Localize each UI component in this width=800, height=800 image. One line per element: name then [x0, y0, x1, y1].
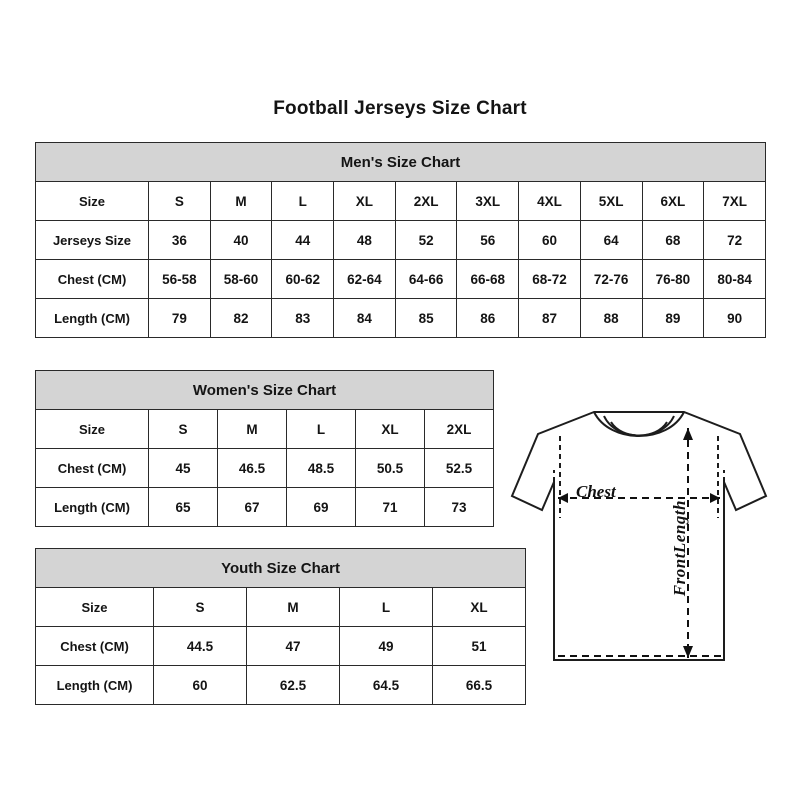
table-row	[36, 488, 494, 527]
cell: 66.5	[433, 666, 526, 705]
row-label: Jerseys Size	[36, 221, 149, 260]
cell: 3XL	[457, 182, 519, 221]
row-label: Size	[36, 588, 154, 627]
table-row	[36, 588, 526, 627]
cell: 68	[642, 221, 704, 260]
cell: 85	[395, 299, 457, 338]
cell: 50.5	[356, 449, 425, 488]
cell: M	[247, 588, 340, 627]
cell: 88	[580, 299, 642, 338]
cell: 46.5	[218, 449, 287, 488]
cell: 72-76	[580, 260, 642, 299]
table-row	[36, 449, 494, 488]
chest-measurement-label: Chest	[576, 482, 616, 501]
cell: 80-84	[704, 260, 766, 299]
table-row	[36, 627, 526, 666]
cell: 51	[433, 627, 526, 666]
womens-section-heading: Women's Size Chart	[36, 371, 494, 410]
cell: 60	[154, 666, 247, 705]
cell: 48.5	[287, 449, 356, 488]
cell: 4XL	[519, 182, 581, 221]
cell: 64	[580, 221, 642, 260]
cell: 79	[149, 299, 211, 338]
row-label: Chest (CM)	[36, 449, 149, 488]
cell: 56	[457, 221, 519, 260]
cell: M	[210, 182, 272, 221]
cell: 45	[149, 449, 218, 488]
row-label: Length (CM)	[36, 666, 154, 705]
row-label: Chest (CM)	[36, 627, 154, 666]
cell: 60	[519, 221, 581, 260]
cell: 68-72	[519, 260, 581, 299]
row-label: Size	[36, 410, 149, 449]
cell: 83	[272, 299, 334, 338]
cell: 49	[340, 627, 433, 666]
cell: 65	[149, 488, 218, 527]
cell: 67	[218, 488, 287, 527]
cell: 66-68	[457, 260, 519, 299]
table-row	[36, 299, 766, 338]
row-label: Chest (CM)	[36, 260, 149, 299]
cell: 84	[334, 299, 396, 338]
mens-size-table	[35, 142, 766, 338]
cell: XL	[334, 182, 396, 221]
youth-section-heading: Youth Size Chart	[36, 549, 526, 588]
youth-size-chart	[35, 548, 525, 705]
cell: 7XL	[704, 182, 766, 221]
cell: 62.5	[247, 666, 340, 705]
cell: 40	[210, 221, 272, 260]
cell: 47	[247, 627, 340, 666]
cell: 5XL	[580, 182, 642, 221]
cell: 52.5	[425, 449, 494, 488]
cell: L	[287, 410, 356, 449]
womens-size-table	[35, 370, 494, 527]
cell: 76-80	[642, 260, 704, 299]
cell: 90	[704, 299, 766, 338]
youth-size-table	[35, 548, 526, 705]
cell: 62-64	[334, 260, 396, 299]
cell: 87	[519, 299, 581, 338]
cell: L	[272, 182, 334, 221]
row-label: Size	[36, 182, 149, 221]
page-title: Football Jerseys Size Chart	[273, 98, 527, 119]
cell: XL	[356, 410, 425, 449]
cell: 64.5	[340, 666, 433, 705]
cell: 86	[457, 299, 519, 338]
table-row	[36, 221, 766, 260]
cell: 64-66	[395, 260, 457, 299]
cell: 52	[395, 221, 457, 260]
table-row	[36, 410, 494, 449]
row-label: Length (CM)	[36, 299, 149, 338]
cell: 6XL	[642, 182, 704, 221]
mens-section-heading: Men's Size Chart	[36, 143, 766, 182]
cell: 56-58	[149, 260, 211, 299]
cell: 72	[704, 221, 766, 260]
table-row	[36, 666, 526, 705]
cell: S	[154, 588, 247, 627]
table-row	[36, 182, 766, 221]
table-row	[36, 260, 766, 299]
cell: 73	[425, 488, 494, 527]
cell: 48	[334, 221, 396, 260]
womens-size-chart	[35, 370, 493, 527]
cell: 89	[642, 299, 704, 338]
cell: 60-62	[272, 260, 334, 299]
cell: 44	[272, 221, 334, 260]
cell: XL	[433, 588, 526, 627]
front-length-measurement-label: FrontLength	[670, 500, 689, 597]
cell: 82	[210, 299, 272, 338]
cell: L	[340, 588, 433, 627]
tshirt-measurement-diagram	[498, 398, 780, 698]
mens-size-chart	[35, 142, 765, 338]
cell: 2XL	[395, 182, 457, 221]
cell: 2XL	[425, 410, 494, 449]
cell: 44.5	[154, 627, 247, 666]
cell: 69	[287, 488, 356, 527]
row-label: Length (CM)	[36, 488, 149, 527]
cell: 58-60	[210, 260, 272, 299]
cell: M	[218, 410, 287, 449]
cell: 71	[356, 488, 425, 527]
cell: S	[149, 182, 211, 221]
cell: S	[149, 410, 218, 449]
cell: 36	[149, 221, 211, 260]
